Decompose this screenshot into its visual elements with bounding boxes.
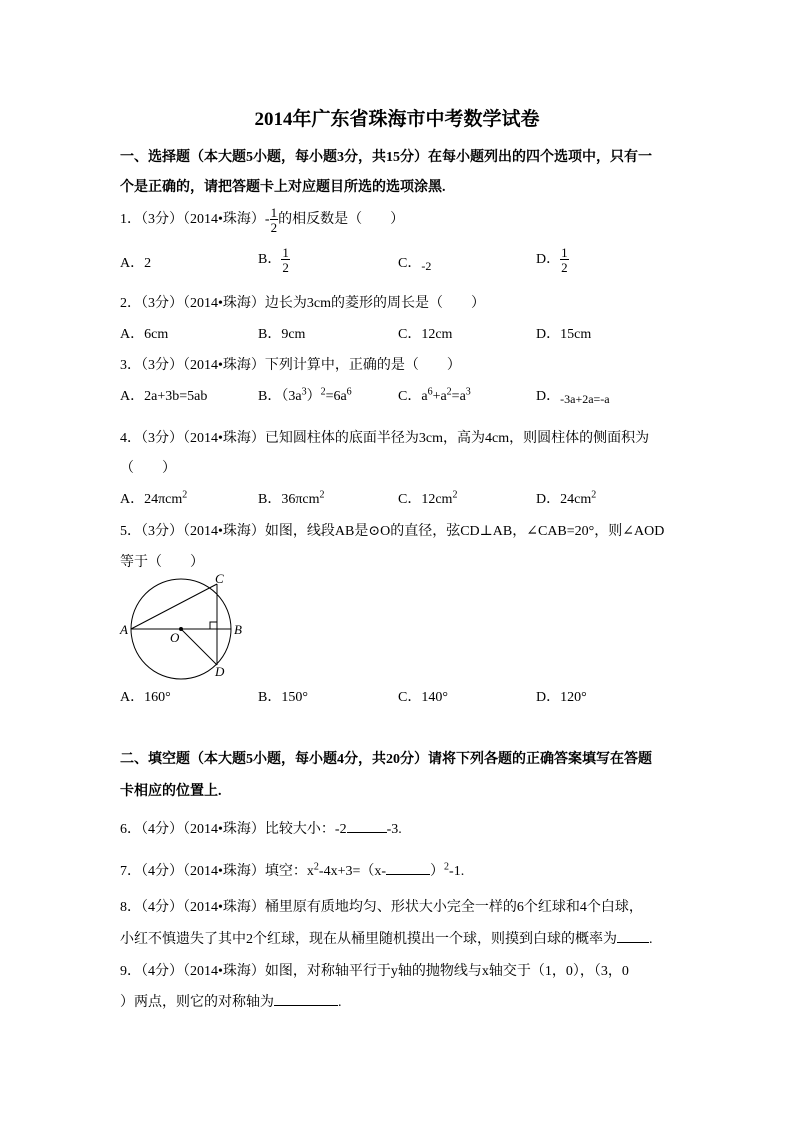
q3-c-sup1: 6 [427,386,433,398]
q9-blank [274,993,338,1006]
question-8-line1: 8．（4分）（2014•珠海）桶里原有质地均匀、形状大小完全一样的6个红球和4个白球， [120,900,643,915]
question-9-line1: 9．（4分）（2014•珠海）如图，对称轴平行于y轴的抛物线与x轴交于（1，0），（3，0 [120,964,629,979]
q4-a-text: A．24πcm [120,492,183,507]
question-4-line1: 4．（3分）（2014•珠海）已知圆柱体的底面半径为3cm，高为4cm，则圆柱体的侧面积为 [120,431,650,446]
q1-neg: - [264,212,270,228]
question-9-line2 [120,991,342,1011]
q1-option-d-den: 2 [561,260,568,275]
question-3: 3．（3分）（2014•珠海）下列计算中，正确的是（ ） [120,358,461,373]
q1-suffix: 的相反数是（ ） [278,212,405,228]
center-point [179,627,183,631]
q1-option-a: A．2 [120,256,152,271]
label-d: D [215,664,225,679]
q1-option-b [258,246,290,274]
q4-option-b [258,488,325,508]
q3-option-c [398,385,471,405]
q2-option-b: B．9cm [258,327,306,342]
right-angle-mark [210,622,217,629]
q7-sup1: 2 [313,861,319,873]
q3-d-value: -3a+2a=-a [560,392,610,406]
question-7 [120,860,464,880]
q3-option-d [536,385,610,407]
q7-blank [386,862,430,875]
q3-b-sup1: 3 [301,386,307,398]
q4-c-text: C．12cm [398,492,453,507]
q3-d-label: D． [536,389,561,404]
segment-ac [131,584,217,629]
q8-text-b: . [649,932,653,947]
q5-option-b: B．150° [258,690,308,705]
q3-option-b [258,385,352,405]
question-5-line2: 等于（ ） [120,555,204,570]
page-title: 2014年广东省珠海市中考数学试卷 [254,109,540,130]
q3-c-part2: +a [432,389,447,404]
q1-prefix: 1．（3分）（2014•珠海） [120,212,265,228]
q3-b-part1: B．（3a [258,389,302,404]
q2-option-d: D．15cm [536,327,592,342]
q2-option-a: A．6cm [120,327,169,342]
q6-text-b: -3. [386,822,402,837]
circle-diagram [112,572,252,682]
question-4-line2: （ ） [120,461,176,476]
q7-text-b: -4x+3=（x- [318,864,387,879]
q5-option-a: A．160° [120,690,171,705]
q3-option-a: A．2a+3b=5ab [120,389,208,404]
q4-b-text: B．36πcm [258,492,320,507]
q1-option-b-fraction [281,246,290,274]
question-8-line2 [120,928,653,948]
q3-c-sup3: 3 [465,386,471,398]
q1-option-b-label: B． [258,252,282,268]
q3-c-part3: =a [451,389,466,404]
q1-option-b-num: 1 [282,245,289,260]
q7-text-d: -1. [449,864,465,879]
q7-text-a: 7．（4分）（2014•珠海）填空：x [120,864,314,879]
q1-option-c-label: C． [398,256,422,271]
section2-heading-line1: 二、填空题（本大题5小题，每小题4分，共20分）请将下列各题的正确答案填写在答题 [120,752,652,767]
q4-c-sup: 2 [452,489,458,501]
section2-heading-line2: 卡相应的位置上. [120,784,222,799]
q9-text-a: ）两点，则它的对称轴为 [120,995,274,1010]
q3-b-sup3: 6 [346,386,352,398]
q8-blank [617,930,649,943]
q1-option-d-num: 1 [561,245,568,260]
q2-option-c: C．12cm [398,327,453,342]
q6-text-a: 6．（4分）（2014•珠海）比较大小：-2 [120,822,347,837]
label-o: O [170,630,180,645]
q1-option-d [536,246,569,274]
question-6 [120,818,402,838]
q1-option-d-fraction [560,246,569,274]
q3-b-part3: =6a [325,389,347,404]
section1-heading-line2: 个是正确的，请把答题卡上对应题目所选的选项涂黑. [120,180,446,195]
q4-d-sup: 2 [591,489,597,501]
q1-fraction [270,206,279,234]
label-b: B [234,622,242,637]
q3-c-sup2: 2 [446,386,452,398]
question-2: 2．（3分）（2014•珠海）边长为3cm的菱形的周长是（ ） [120,296,486,311]
q1-num: 1 [270,205,278,220]
section1-heading-line1: 一、选择题（本大题5小题，每小题3分，共15分）在每小题列出的四个选项中，只有一 [120,150,652,165]
q4-option-a [120,488,187,508]
question-5-line1: 5．（3分）（2014•珠海）如图，线段AB是⊙O的直径，弦CD⊥AB，∠CAB=20°，则∠AOD [120,524,665,539]
q4-a-sup: 2 [182,489,188,501]
q9-text-b: . [338,995,342,1010]
segment-od [181,629,217,665]
q1-den: 2 [270,220,278,235]
q4-option-d [536,488,596,508]
question-1 [120,206,404,234]
q4-b-sup: 2 [319,489,325,501]
q4-option-c [398,488,457,508]
q6-blank [347,820,387,833]
q1-option-b-den: 2 [282,260,289,275]
q3-b-sup2: 2 [320,386,326,398]
q5-option-d: D．120° [536,690,587,705]
q3-b-part2: ） [306,389,321,404]
q3-c-part1: C．a [398,389,428,404]
q7-text-c: ） [430,864,445,879]
q4-d-text: D．24cm [536,492,592,507]
label-c: C [215,572,224,586]
q1-option-d-label: D． [536,252,561,268]
q7-sup2: 2 [444,861,450,873]
q5-option-c: C．140° [398,690,448,705]
q1-option-c-value: -2 [421,259,432,273]
label-a: A [120,622,128,637]
q8-text-a: 小红不慎遗失了其中2个红球，现在从桶里随机摸出一个球，则摸到白球的概率为 [120,932,617,947]
q1-option-c [398,252,431,274]
